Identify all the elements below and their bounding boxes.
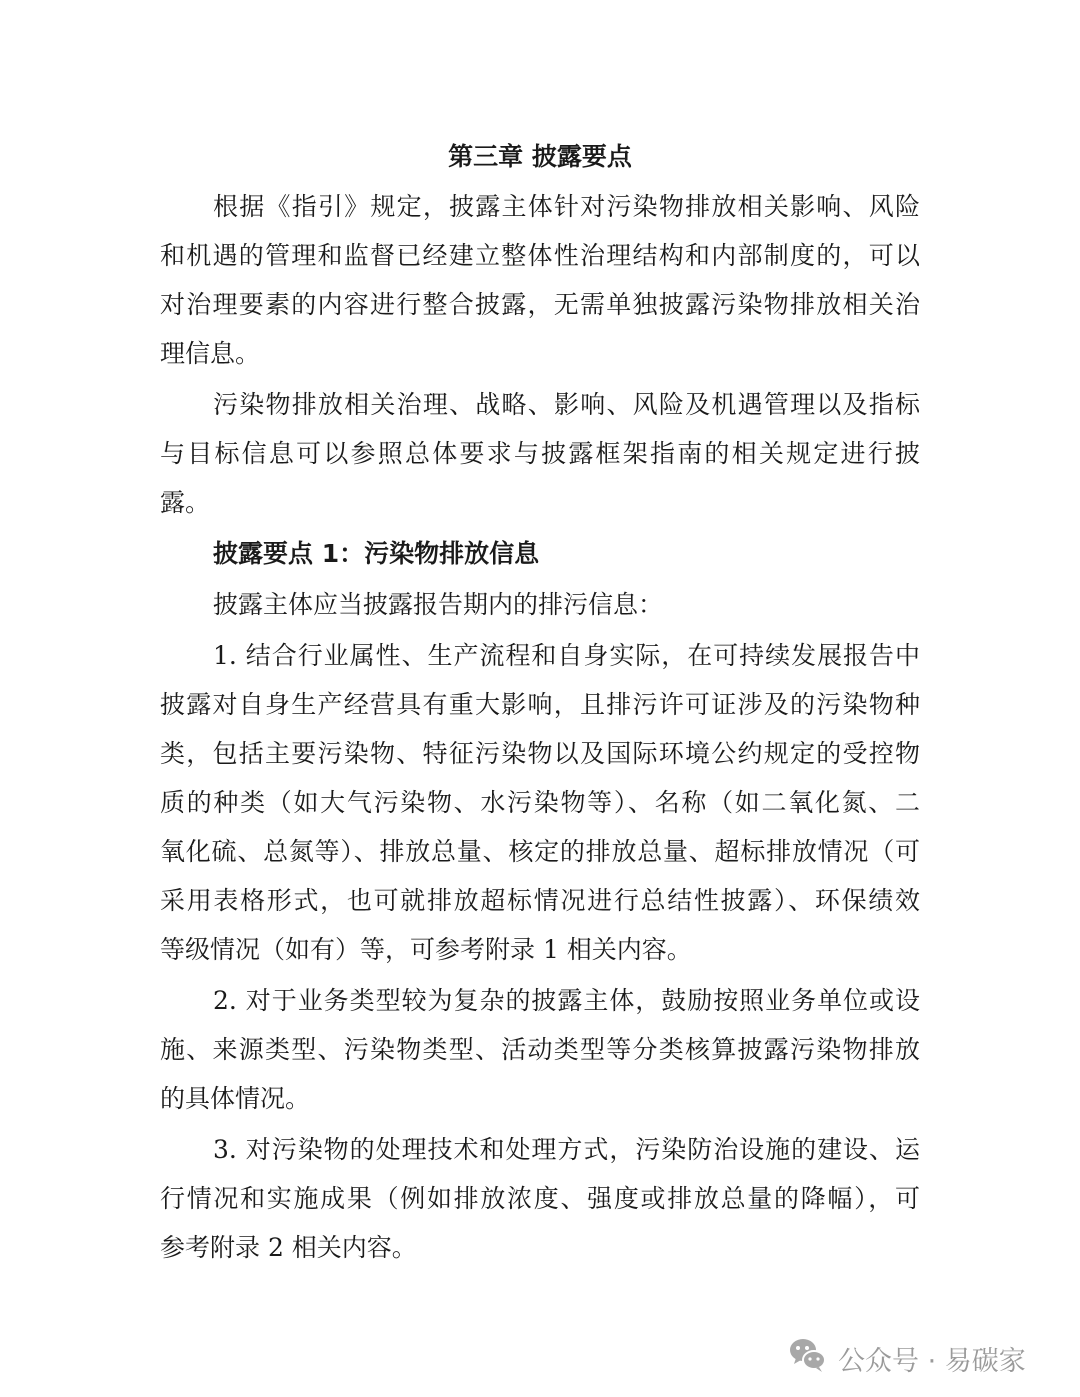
text-line: 披露主体应当披露报告期内的排污信息：	[213, 590, 664, 619]
text-line: 等级情况（如有）等，可参考附录 1 相关内容。	[160, 935, 692, 964]
paragraph	[160, 182, 920, 378]
text-line: 披露对自身生产经营具有重大影响，且排污许可证涉及的污染物种	[160, 690, 920, 719]
text-line: 披露要点 1：污染物排放信息	[213, 539, 540, 568]
watermark	[788, 1335, 1026, 1382]
text-line: 氧化硫、总氮等）、排放总量、核定的排放总量、超标排放情况（可	[160, 837, 920, 866]
paragraph	[160, 380, 920, 527]
wechat-icon	[788, 1335, 828, 1382]
text-line: 的具体情况。	[160, 1084, 311, 1113]
paragraph	[160, 580, 920, 629]
text-line: 污染物排放相关治理、战略、影响、风险及机遇管理以及指标	[213, 390, 920, 419]
document-page	[160, 132, 920, 1274]
paragraph	[160, 1125, 920, 1272]
text-line: 行情况和实施成果（例如排放浓度、强度或排放总量的降幅），可	[160, 1184, 920, 1213]
text-line: 类，包括主要污染物、特征污染物以及国际环境公约规定的受控物	[160, 739, 920, 768]
text-line: 参考附录 2 相关内容。	[160, 1233, 417, 1262]
text-line: 2. 对于业务类型较为复杂的披露主体，鼓励按照业务单位或设	[213, 986, 920, 1015]
text-line: 对治理要素的内容进行整合披露，无需单独披露污染物排放相关治	[160, 290, 920, 319]
text-line: 露。	[160, 488, 211, 517]
text-line: 3. 对污染物的处理技术和处理方式，污染防治设施的建设、运	[213, 1135, 920, 1164]
text-line: 质的种类（如大气污染物、水污染物等）、名称（如二氧化氮、二	[160, 788, 920, 817]
text-line: 1. 结合行业属性、生产流程和自身实际，在可持续发展报告中	[213, 641, 920, 670]
chapter-title: 第三章 披露要点	[448, 142, 632, 171]
paragraph	[160, 631, 920, 974]
text-line: 与目标信息可以参照总体要求与披露框架指南的相关规定进行披	[160, 439, 920, 468]
text-line: 施、来源类型、污染物类型、活动类型等分类核算披露污染物排放	[160, 1035, 920, 1064]
paragraph	[160, 976, 920, 1123]
watermark-text: 公众号 · 易碳家	[838, 1346, 1026, 1377]
text-line: 根据《指引》规定，披露主体针对污染物排放相关影响、风险	[213, 192, 920, 221]
document-body	[160, 182, 920, 1272]
text-line: 理信息。	[160, 339, 261, 368]
text-line: 和机遇的管理和监督已经建立整体性治理结构和内部制度的，可以	[160, 241, 920, 270]
text-line: 采用表格形式，也可就排放超标情况进行总结性披露）、环保绩效	[160, 886, 920, 915]
section-heading	[160, 529, 920, 578]
